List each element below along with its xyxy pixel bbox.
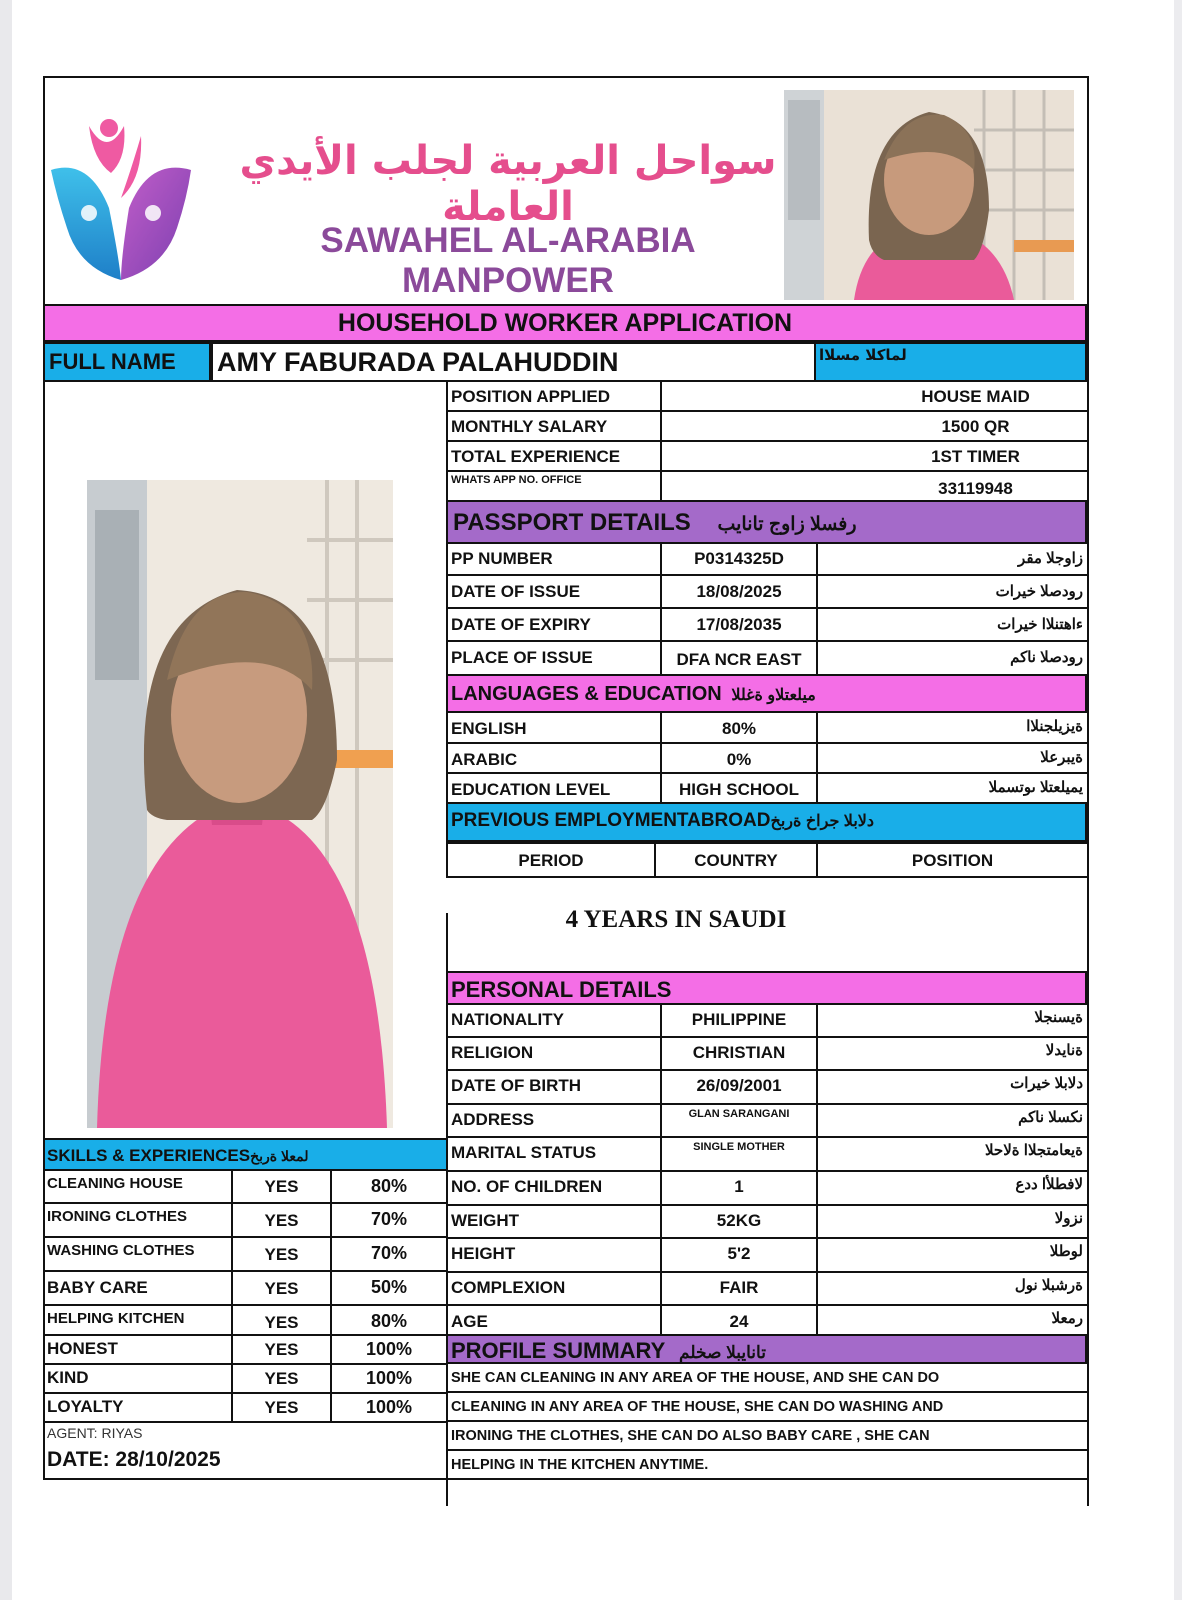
personal-label: DATE OF BIRTH <box>451 1076 582 1095</box>
skill-name: WASHING CLOTHES <box>47 1242 195 1259</box>
skill-row <box>43 1394 446 1423</box>
info-row <box>446 472 1087 502</box>
skill-level: 100% <box>330 1336 446 1363</box>
personal-label: ADDRESS <box>451 1110 535 1129</box>
language-row <box>446 774 1087 804</box>
personal-label: RELIGION <box>451 1043 534 1062</box>
personal-row <box>446 1071 1087 1105</box>
profile-summary-line: HELPING IN THE KITCHEN ANYTIME. <box>446 1451 1087 1480</box>
passport-label: PP NUMBER <box>451 549 553 568</box>
personal-label: AGE <box>451 1312 488 1331</box>
previous-employment-title-arabic: دلابلا جراخ ةربخ <box>770 813 875 830</box>
info-value: 1500 QR <box>660 412 1089 440</box>
company-logo <box>49 118 199 288</box>
passport-label-arabic: رودصلا خيرات <box>816 576 1087 607</box>
frame-left <box>43 76 45 304</box>
passport-title-arabic: رفسلا زاوج تانايب <box>717 514 857 535</box>
skill-name: BABY CARE <box>47 1278 148 1297</box>
languages-title-arabic: ميلعتلاو ةغللا <box>731 687 816 704</box>
info-row <box>446 442 1087 472</box>
skill-level: 70% <box>330 1204 446 1236</box>
form-date: DATE: 28/10/2025 <box>47 1448 221 1471</box>
skill-level: 50% <box>330 1272 446 1304</box>
frame-left-lower <box>43 342 45 1480</box>
column-position: POSITION <box>816 844 1087 876</box>
column-country: COUNTRY <box>654 844 816 876</box>
passport-row <box>446 642 1087 676</box>
skill-level: 70% <box>330 1238 446 1270</box>
skills-title-arabic: لمعلا ةربخ <box>250 1148 309 1164</box>
personal-row <box>446 1239 1087 1273</box>
personal-label-arabic: رمعلا <box>816 1306 1087 1334</box>
frame-right <box>1087 76 1089 1506</box>
skill-name: KIND <box>47 1368 89 1387</box>
full-name-label-arabic: لماكلا مسلاا <box>816 342 1087 382</box>
agent-name: AGENT: RIYAS <box>47 1425 143 1441</box>
personal-label-arabic: لافطلأا ددع <box>816 1172 1087 1204</box>
personal-value: GLAN SARANGANI <box>660 1105 816 1136</box>
skill-has: YES <box>231 1365 330 1392</box>
personal-label-arabic: نكسلا ناكم <box>816 1105 1087 1136</box>
language-label: EDUCATION LEVEL <box>451 780 611 799</box>
personal-value: FAIR <box>660 1273 816 1304</box>
passport-label-arabic: رودصلا ناكم <box>816 642 1087 674</box>
personal-row <box>446 1038 1087 1071</box>
language-label-arabic: ةيبرعلا <box>816 744 1087 772</box>
personal-label-arabic: ةيسنجلا <box>816 1005 1087 1036</box>
personal-label-arabic: ةنايدلا <box>816 1038 1087 1069</box>
passport-row <box>446 609 1087 642</box>
personal-row <box>446 1105 1087 1138</box>
personal-value: 24 <box>660 1306 816 1334</box>
info-label: TOTAL EXPERIENCE <box>451 447 621 466</box>
personal-row <box>446 1138 1087 1172</box>
skill-name: CLEANING HOUSE <box>47 1175 183 1192</box>
skill-row <box>43 1306 446 1336</box>
personal-row <box>446 1005 1087 1038</box>
personal-row <box>446 1206 1087 1239</box>
profile-summary-line: CLEANING IN ANY AREA OF THE HOUSE, SHE CAN DO WASHING AND <box>446 1393 1087 1422</box>
language-value: 0% <box>660 744 816 772</box>
personal-label-arabic: نزولا <box>816 1206 1087 1237</box>
passport-label-arabic: زاوجلا مقر <box>816 544 1087 574</box>
info-row <box>446 382 1087 412</box>
column-period: PERIOD <box>518 851 584 870</box>
language-row <box>446 744 1087 774</box>
skill-has: YES <box>231 1272 330 1304</box>
info-value: 33119948 <box>660 472 1089 500</box>
passport-label: PLACE OF ISSUE <box>451 648 593 667</box>
company-name-english: SAWAHEL AL-ARABIA MANPOWER <box>320 221 696 300</box>
page-edge-right <box>1174 0 1182 1600</box>
skill-row <box>43 1204 446 1238</box>
profile-summary-line: IRONING THE CLOTHES, SHE CAN DO ALSO BABY CARE , SHE CAN <box>446 1422 1087 1451</box>
skill-has: YES <box>231 1336 330 1363</box>
passport-label-arabic: ءاهتنلاا خيرات <box>816 609 1087 640</box>
personal-value: 5'2 <box>660 1239 816 1271</box>
languages-section-header <box>446 676 1087 713</box>
skill-row <box>43 1365 446 1394</box>
personal-value: PHILIPPINE <box>660 1005 816 1036</box>
language-label: ARABIC <box>451 750 518 769</box>
previous-employment-header <box>446 804 1087 842</box>
personal-details-header <box>446 971 1087 1005</box>
skill-level: 80% <box>330 1171 446 1202</box>
skill-name: HELPING KITCHEN <box>47 1310 185 1327</box>
info-row <box>446 412 1087 442</box>
personal-label-arabic: ةرشبلا نول <box>816 1273 1087 1304</box>
personal-value: SINGLE MOTHER <box>660 1138 816 1170</box>
language-value: 80% <box>660 713 816 742</box>
personal-label-arabic: لوطلا <box>816 1239 1087 1271</box>
employment-history-note: 4 YEARS IN SAUDI <box>565 906 787 933</box>
language-row <box>446 713 1087 744</box>
skill-name: IRONING CLOTHES <box>47 1208 188 1225</box>
passport-row <box>446 544 1087 576</box>
passport-title: PASSPORT DETAILS <box>453 509 691 536</box>
full-name-label: FULL NAME <box>43 342 211 382</box>
passport-label: DATE OF EXPIRY <box>451 615 591 634</box>
profile-summary-title-arabic: تانايبلا صخلم <box>679 1343 766 1362</box>
skill-level: 100% <box>330 1394 446 1421</box>
personal-label: HEIGHT <box>451 1244 516 1263</box>
skill-row <box>43 1272 446 1306</box>
passport-row <box>446 576 1087 609</box>
info-label: MONTHLY SALARY <box>451 417 608 436</box>
language-label-arabic: يميلعتلا ىوتسملا <box>816 774 1087 802</box>
personal-label-arabic: دلابلا خيرات <box>816 1071 1087 1103</box>
personal-label: NATIONALITY <box>451 1010 565 1029</box>
passport-value: 18/08/2025 <box>660 576 816 607</box>
personal-value: 26/09/2001 <box>660 1071 816 1103</box>
skills-title: SKILLS & EXPERIENCES <box>47 1146 251 1165</box>
skill-row <box>43 1238 446 1272</box>
skill-name: HONEST <box>47 1339 118 1358</box>
personal-row <box>446 1172 1087 1206</box>
skill-level: 80% <box>330 1306 446 1334</box>
page-edge-left <box>0 0 12 1600</box>
personal-label: WEIGHT <box>451 1211 519 1230</box>
skill-level: 100% <box>330 1365 446 1392</box>
personal-details-title: PERSONAL DETAILS <box>451 977 672 1002</box>
languages-title: LANGUAGES & EDUCATION <box>451 683 722 705</box>
language-value: HIGH SCHOOL <box>660 774 816 802</box>
skills-section-header <box>43 1138 446 1171</box>
personal-value: 52KG <box>660 1206 816 1237</box>
personal-label: COMPLEXION <box>451 1278 566 1297</box>
full-name-value: AMY FABURADA PALAHUDDIN <box>211 342 816 382</box>
profile-summary-line: SHE CAN CLEANING IN ANY AREA OF THE HOUSE, AND SHE CAN DO <box>446 1364 1087 1393</box>
personal-label-arabic: ةيعامتجلاا ةلاحلا <box>816 1138 1087 1170</box>
skill-has: YES <box>231 1306 330 1334</box>
skill-has: YES <box>231 1394 330 1421</box>
personal-label: NO. OF CHILDREN <box>451 1177 603 1196</box>
worker-photo-small <box>784 90 1074 300</box>
passport-value: DFA NCR EAST <box>660 642 816 674</box>
info-label: WHATS APP NO. OFFICE <box>451 474 582 486</box>
passport-section-header <box>446 502 1087 544</box>
personal-label: MARITAL STATUS <box>451 1143 597 1162</box>
personal-row <box>446 1273 1087 1306</box>
skill-row <box>43 1171 446 1204</box>
skill-has: YES <box>231 1171 330 1202</box>
profile-summary-header <box>446 1336 1087 1364</box>
info-value: 1ST TIMER <box>660 442 1089 470</box>
previous-employment-title: PREVIOUS EMPLOYMENTABROAD <box>451 810 771 831</box>
skill-row <box>43 1336 446 1365</box>
application-form <box>43 76 1089 1506</box>
language-label-arabic: ةيزيلجنلاا <box>816 713 1087 742</box>
frame-bottom <box>43 1478 1089 1480</box>
passport-value: 17/08/2035 <box>660 609 816 640</box>
skill-has: YES <box>231 1204 330 1236</box>
passport-label: DATE OF ISSUE <box>451 582 581 601</box>
personal-value: 1 <box>660 1172 816 1204</box>
worker-photo-large <box>87 480 393 1128</box>
frame-top <box>43 76 1087 78</box>
personal-row <box>446 1306 1087 1336</box>
skill-name: LOYALTY <box>47 1397 124 1416</box>
form-title: HOUSEHOLD WORKER APPLICATION <box>43 304 1087 342</box>
info-label: POSITION APPLIED <box>451 387 611 406</box>
personal-value: CHRISTIAN <box>660 1038 816 1069</box>
previous-employment-columns <box>446 842 1087 878</box>
info-value: HOUSE MAID <box>660 382 1089 410</box>
profile-summary-title: PROFILE SUMMARY <box>451 1338 665 1363</box>
passport-value: P0314325D <box>660 544 816 574</box>
company-name-arabic: سواحل العربية لجلب الأيدي العاملة <box>239 138 777 230</box>
skill-has: YES <box>231 1238 330 1270</box>
language-label: ENGLISH <box>451 719 527 738</box>
